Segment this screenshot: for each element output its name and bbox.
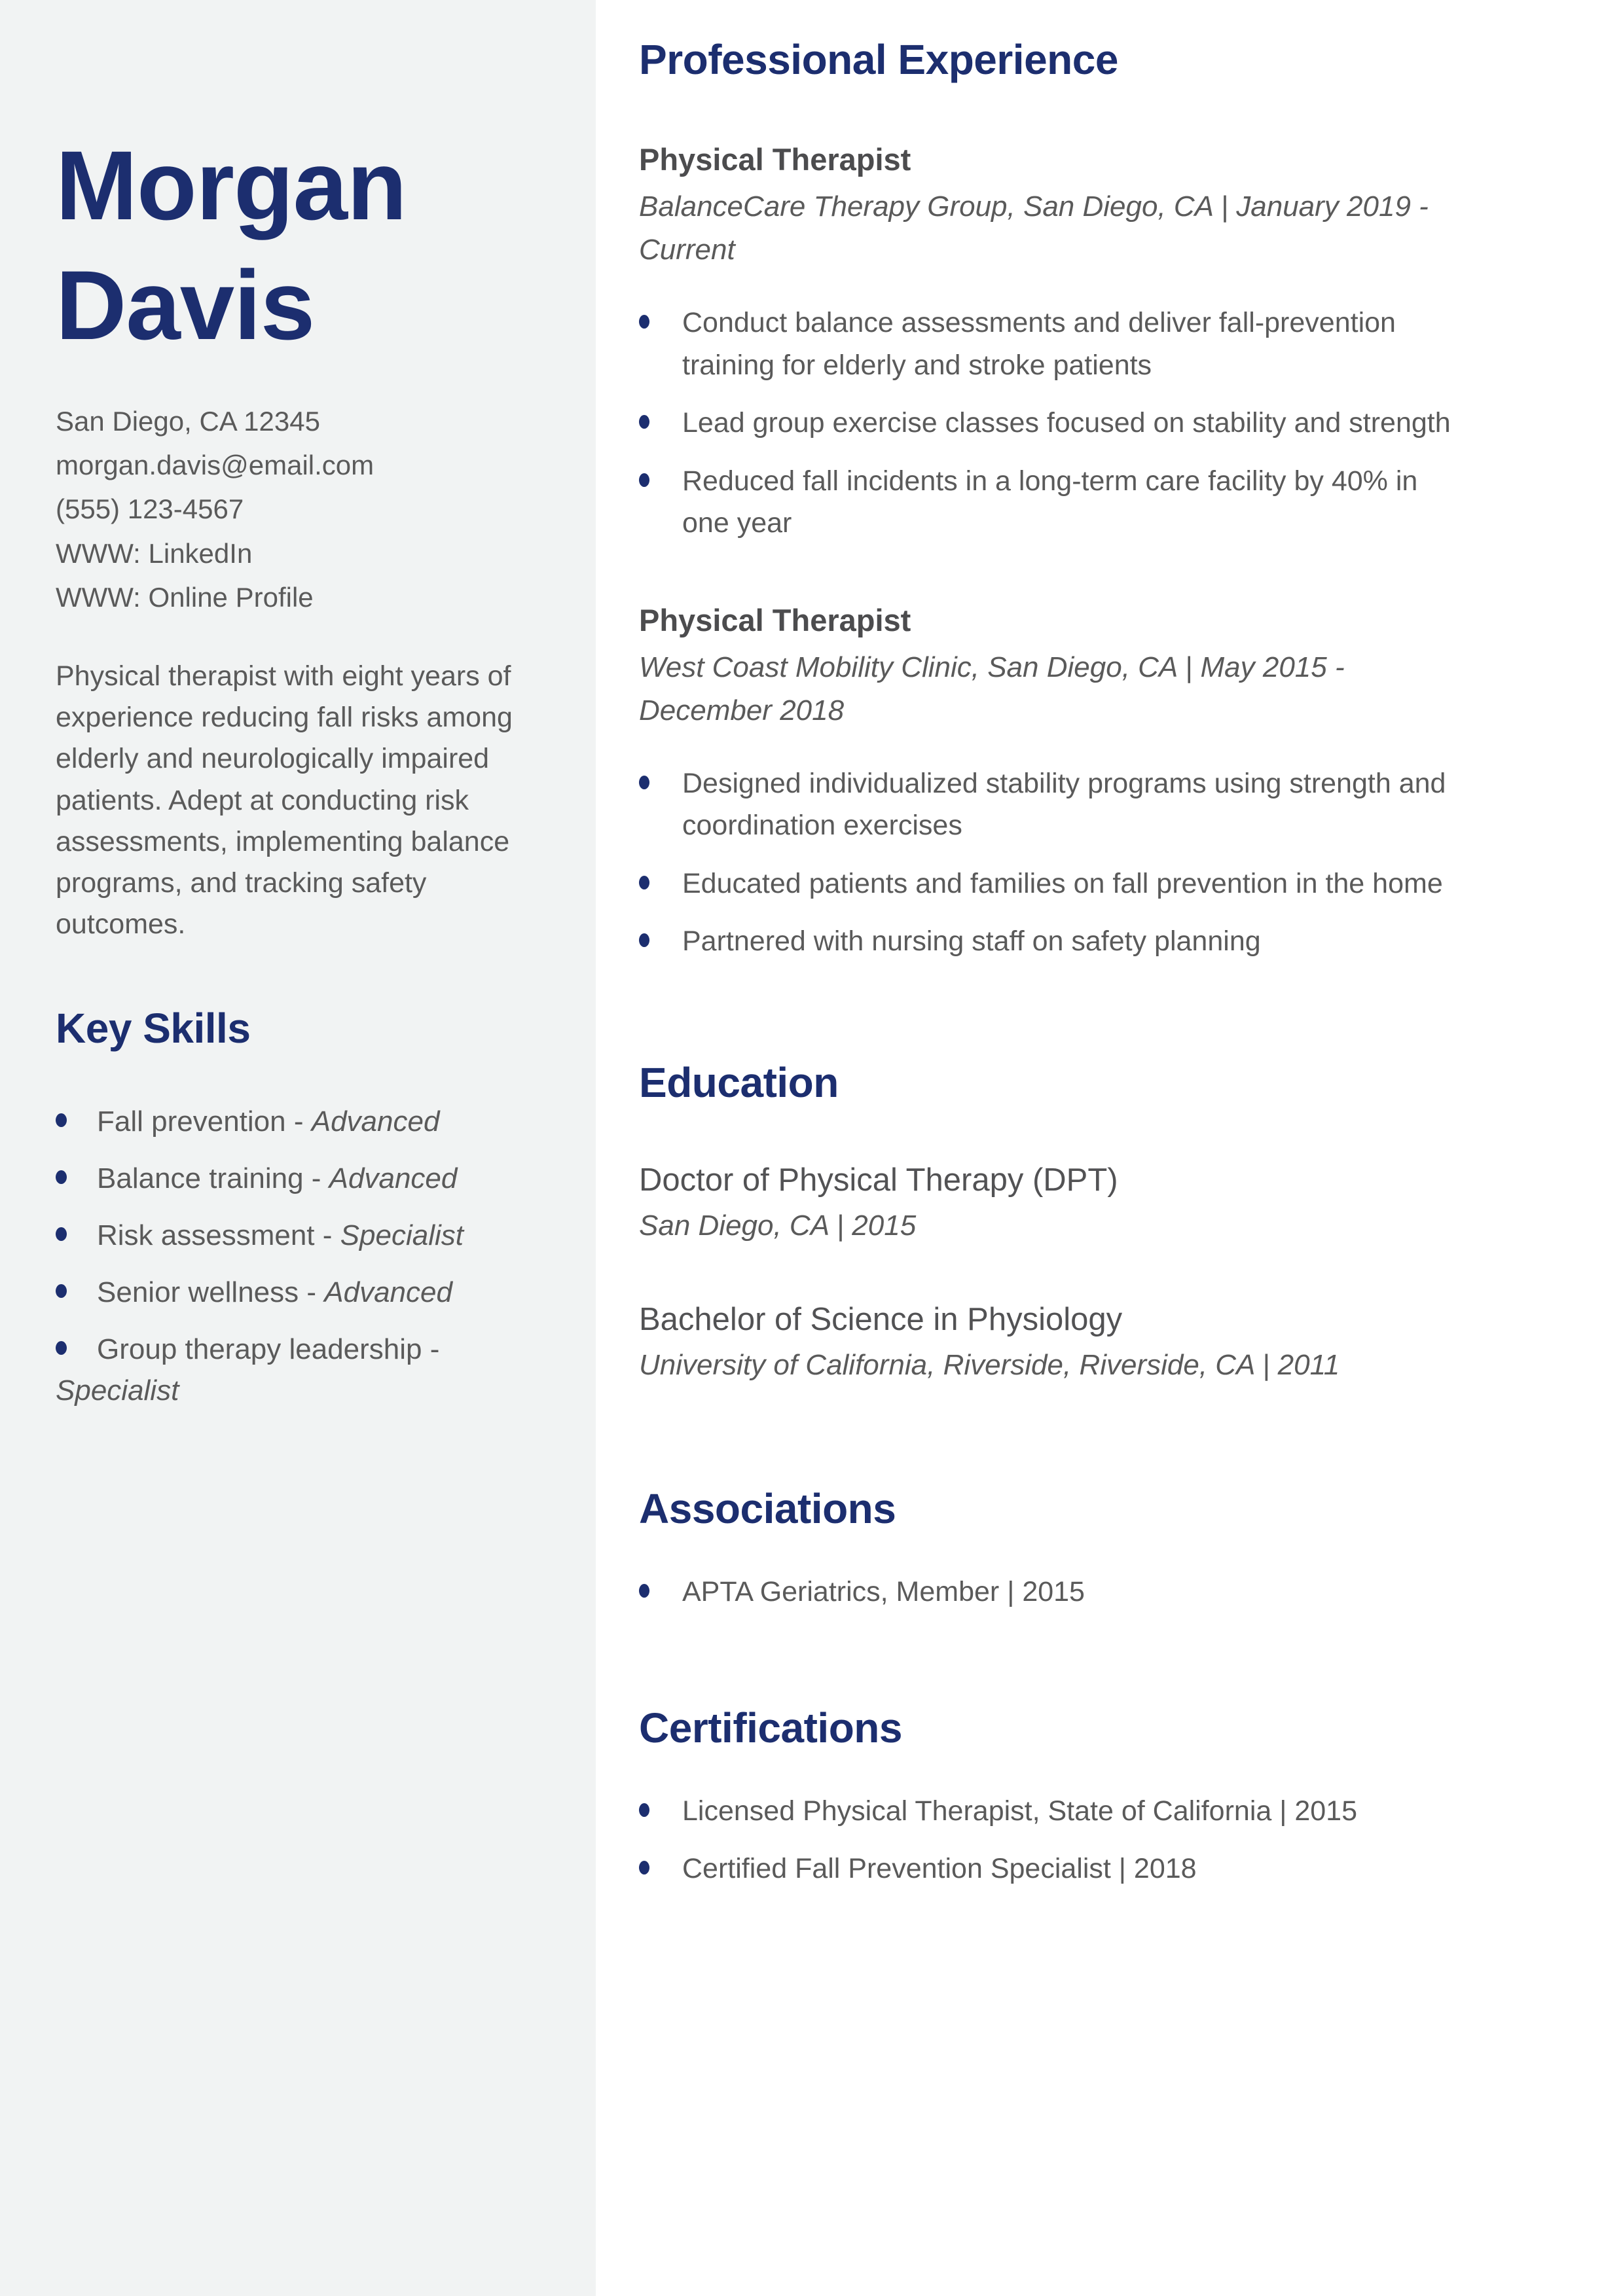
skill-item: [56, 1101, 540, 1143]
main-content: [596, 0, 1623, 1906]
bullet-icon: [639, 933, 649, 947]
bullet-text: Designed individualized stability programs using strength and coordination exercises: [682, 767, 1446, 841]
skill-label: Balance training -: [97, 1162, 321, 1195]
degree-entry: [639, 1301, 1565, 1386]
bullet-icon: [639, 876, 649, 889]
bullet-text: Educated patients and families on fall prevention in the home: [682, 867, 1443, 899]
contact-location: San Diego, CA 12345: [56, 406, 320, 437]
certification-item: [639, 1848, 1457, 1890]
job-title: Physical Therapist: [639, 142, 911, 177]
degree-meta: University of California, Riverside, Riverside, CA | 2011: [639, 1349, 1340, 1382]
skill-item: [56, 1272, 540, 1314]
bullet-icon: [56, 1284, 67, 1298]
job-entry: [639, 602, 1565, 963]
job-meta: BalanceCare Therapy Group, San Diego, CA | January 2019 - Current: [639, 190, 1429, 266]
contact-info: [56, 399, 540, 619]
job-entry: [639, 141, 1565, 545]
job-bullet: [639, 863, 1457, 905]
degree-meta: San Diego, CA | 2015: [639, 1209, 917, 1242]
job-meta: West Coast Mobility Clinic, San Diego, CA | May 2015 - December 2018: [639, 651, 1345, 726]
certifications-heading: Certifications: [639, 1704, 902, 1751]
bullet-icon: [56, 1170, 67, 1184]
associations-list: [639, 1571, 1565, 1613]
bullet-icon: [639, 1861, 649, 1874]
key-skills-list: [56, 1101, 540, 1412]
skill-level: Advanced: [329, 1162, 458, 1195]
job-bullet-list: [639, 762, 1565, 963]
degree-title: Bachelor of Science in Physiology: [639, 1302, 1123, 1338]
certifications-list: [639, 1790, 1565, 1890]
job-bullet-list: [639, 302, 1565, 545]
skill-item: [56, 1158, 540, 1200]
job-bullet: [639, 302, 1457, 386]
bullet-icon: [56, 1341, 67, 1355]
associations-heading: Associations: [639, 1485, 896, 1533]
bullet-icon: [639, 415, 649, 429]
bullet-text: APTA Geriatrics, Member | 2015: [682, 1576, 1085, 1608]
professional-summary: Physical therapist with eight years of experience reducing fall risks among elderly and neurologically impaired patients. Adept at conducting risk assessments, implementing balance programs, and tracking safety outcomes.: [56, 660, 513, 941]
bullet-text: Licensed Physical Therapist, State of California | 2015: [682, 1795, 1358, 1827]
candidate-name: Morgan Davis: [56, 130, 407, 360]
bullet-text: Reduced fall incidents in a long-term care facility by 40% in one year: [682, 465, 1418, 539]
bullet-icon: [56, 1113, 67, 1127]
skill-label: Fall prevention -: [97, 1105, 304, 1138]
skill-level: Specialist: [56, 1374, 179, 1407]
sidebar: [0, 0, 596, 2296]
bullet-text: Partnered with nursing staff on safety planning: [682, 925, 1261, 957]
bullet-text: Lead group exercise classes focused on stability and strength: [682, 407, 1451, 439]
bullet-text: Certified Fall Prevention Specialist | 2018: [682, 1853, 1197, 1885]
contact-phone: (555) 123-4567: [56, 493, 244, 525]
degree-title: Doctor of Physical Therapy (DPT): [639, 1162, 1118, 1198]
bullet-icon: [639, 315, 649, 329]
skill-level: Specialist: [340, 1219, 464, 1251]
skill-label: Senior wellness -: [97, 1276, 317, 1308]
key-skills-heading: Key Skills: [56, 1005, 251, 1052]
skill-label: Risk assessment -: [97, 1219, 333, 1251]
bullet-icon: [639, 473, 649, 487]
contact-email: morgan.davis@email.com: [56, 450, 374, 481]
contact-online-profile: WWW: Online Profile: [56, 581, 314, 613]
job-bullet: [639, 762, 1457, 847]
bullet-icon: [639, 1584, 649, 1598]
skill-level: Advanced: [324, 1276, 452, 1308]
skill-label: Group therapy leadership -: [97, 1333, 440, 1365]
certification-item: [639, 1790, 1457, 1833]
bullet-icon: [639, 1803, 649, 1817]
job-title: Physical Therapist: [639, 602, 911, 637]
contact-linkedin: WWW: LinkedIn: [56, 537, 253, 569]
skill-item: [56, 1215, 540, 1257]
degree-entry: [639, 1162, 1565, 1247]
job-bullet: [639, 460, 1457, 545]
bullet-icon: [639, 776, 649, 789]
job-bullet: [639, 402, 1457, 444]
job-bullet: [639, 920, 1457, 963]
bullet-icon: [56, 1227, 67, 1241]
skill-item: [56, 1329, 540, 1412]
experience-heading: Professional Experience: [639, 36, 1118, 83]
skill-level: Advanced: [311, 1105, 440, 1138]
education-heading: Education: [639, 1058, 839, 1106]
association-item: [639, 1571, 1457, 1613]
bullet-text: Conduct balance assessments and deliver fall-prevention training for elderly and stroke patients: [682, 307, 1396, 381]
